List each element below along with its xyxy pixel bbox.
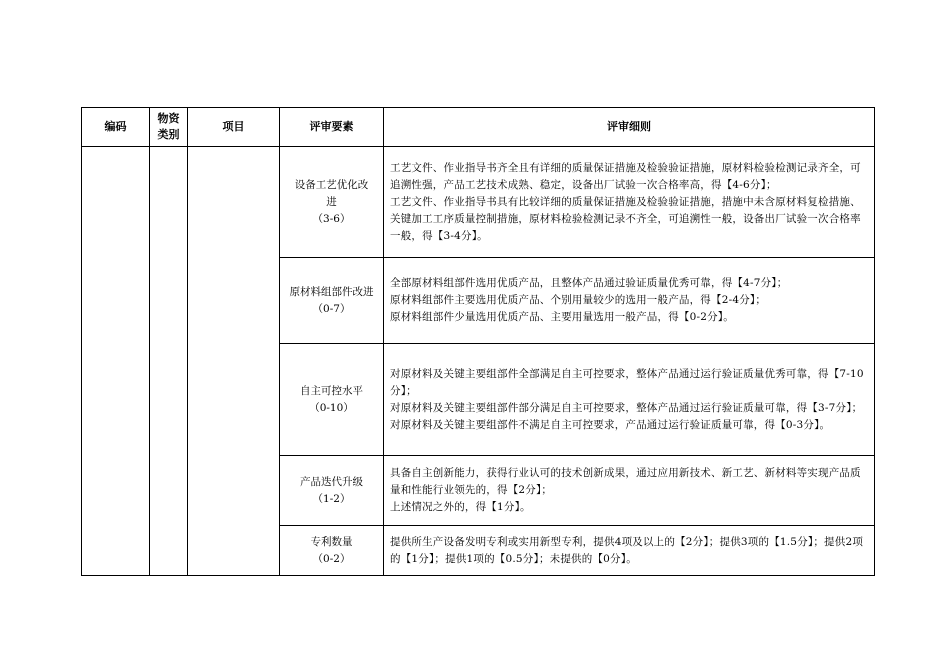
header-row bbox=[82, 108, 875, 147]
element-name: 设备工艺优化改进 bbox=[294, 178, 369, 208]
detail-line: 上述情况之外的，得【1分】。 bbox=[390, 501, 531, 513]
detail-cell bbox=[384, 258, 875, 344]
element-cell bbox=[280, 526, 384, 576]
detail-line: 对原材料及关键主要组部件部分满足自主可控要求，整体产品通过运行验证质量可靠，得【3-7分】； bbox=[390, 401, 863, 414]
detail-cell bbox=[384, 344, 875, 456]
detail-line: 原材料组部件主要选用优质产品、个别用量较少的选用一般产品，得【2-4分】； bbox=[390, 294, 767, 306]
element-score-range: （0-10） bbox=[309, 401, 354, 414]
detail-line: 提供所生产设备发明专利或实用新型专利，提供4项及以上的【2分】；提供3项的【1.5分】；提供2项的【1分】；提供1项的【0.5分】；未提供的【0分】。 bbox=[390, 535, 864, 565]
header-code: 编码 bbox=[82, 108, 150, 147]
element-name: 专利数量 bbox=[310, 535, 353, 548]
element-cell bbox=[280, 258, 384, 344]
header-detail: 评审细则 bbox=[384, 108, 875, 147]
detail-line: 全部原材料组部件选用优质产品，且整体产品通过验证质量优秀可靠，得【4-7分】； bbox=[390, 277, 788, 289]
element-score-range: （0-7） bbox=[312, 302, 351, 315]
element-score-range: （1-2） bbox=[312, 492, 351, 505]
detail-line: 对原材料及关键主要组部件不满足自主可控要求，产品通过运行验证质量可靠，得【0-3分】。 bbox=[390, 418, 831, 431]
element-cell bbox=[280, 344, 384, 456]
header-element: 评审要素 bbox=[280, 108, 384, 147]
detail-cell bbox=[384, 456, 875, 526]
detail-cell bbox=[384, 147, 875, 258]
detail-line: 原材料组部件少量选用优质产品、主要用量选用一般产品，得【0-2分】。 bbox=[390, 311, 734, 323]
header-item: 项目 bbox=[188, 108, 280, 147]
code-cell bbox=[82, 147, 150, 576]
header-category: 物资 类别 bbox=[150, 108, 188, 147]
element-name: 原材料组部件改进 bbox=[289, 285, 374, 298]
element-cell bbox=[280, 456, 384, 526]
evaluation-table bbox=[81, 107, 875, 576]
element-score-range: （3-6） bbox=[312, 212, 351, 225]
element-name: 产品迭代升级 bbox=[300, 475, 363, 488]
detail-line: 具备自主创新能力，获得行业认可的技术创新成果，通过应用新技术、新工艺、新材料等实现产品质量和性能行业领先的，得【2分】； bbox=[390, 467, 861, 496]
detail-line: 工艺文件、作业指导书齐全且有详细的质量保证措施及检验验证措施，原材料检验检测记录齐全，可追溯性强，产品工艺技术成熟、稳定，设备出厂试验一次合格率高，得【4-6分】； bbox=[390, 161, 861, 191]
category-cell bbox=[150, 147, 188, 576]
detail-line: 对原材料及关键主要组部件全部满足自主可控要求，整体产品通过运行验证质量优秀可靠，得【7-10分】； bbox=[390, 367, 864, 397]
element-name: 自主可控水平 bbox=[300, 384, 363, 397]
detail-line: 工艺文件、作业指导书具有比较详细的质量保证措施及检验验证措施，措施中未含原材料复检措施、关键加工工序质量控制措施，原材料检验检测记录不齐全，可追溯性一般，设备出厂试验一次合格率一般，得【3-4分】。 bbox=[390, 195, 861, 242]
table-row bbox=[82, 147, 875, 258]
element-score-range: （0-2） bbox=[312, 552, 351, 565]
element-cell bbox=[280, 147, 384, 258]
detail-cell bbox=[384, 526, 875, 576]
item-cell bbox=[188, 147, 280, 576]
